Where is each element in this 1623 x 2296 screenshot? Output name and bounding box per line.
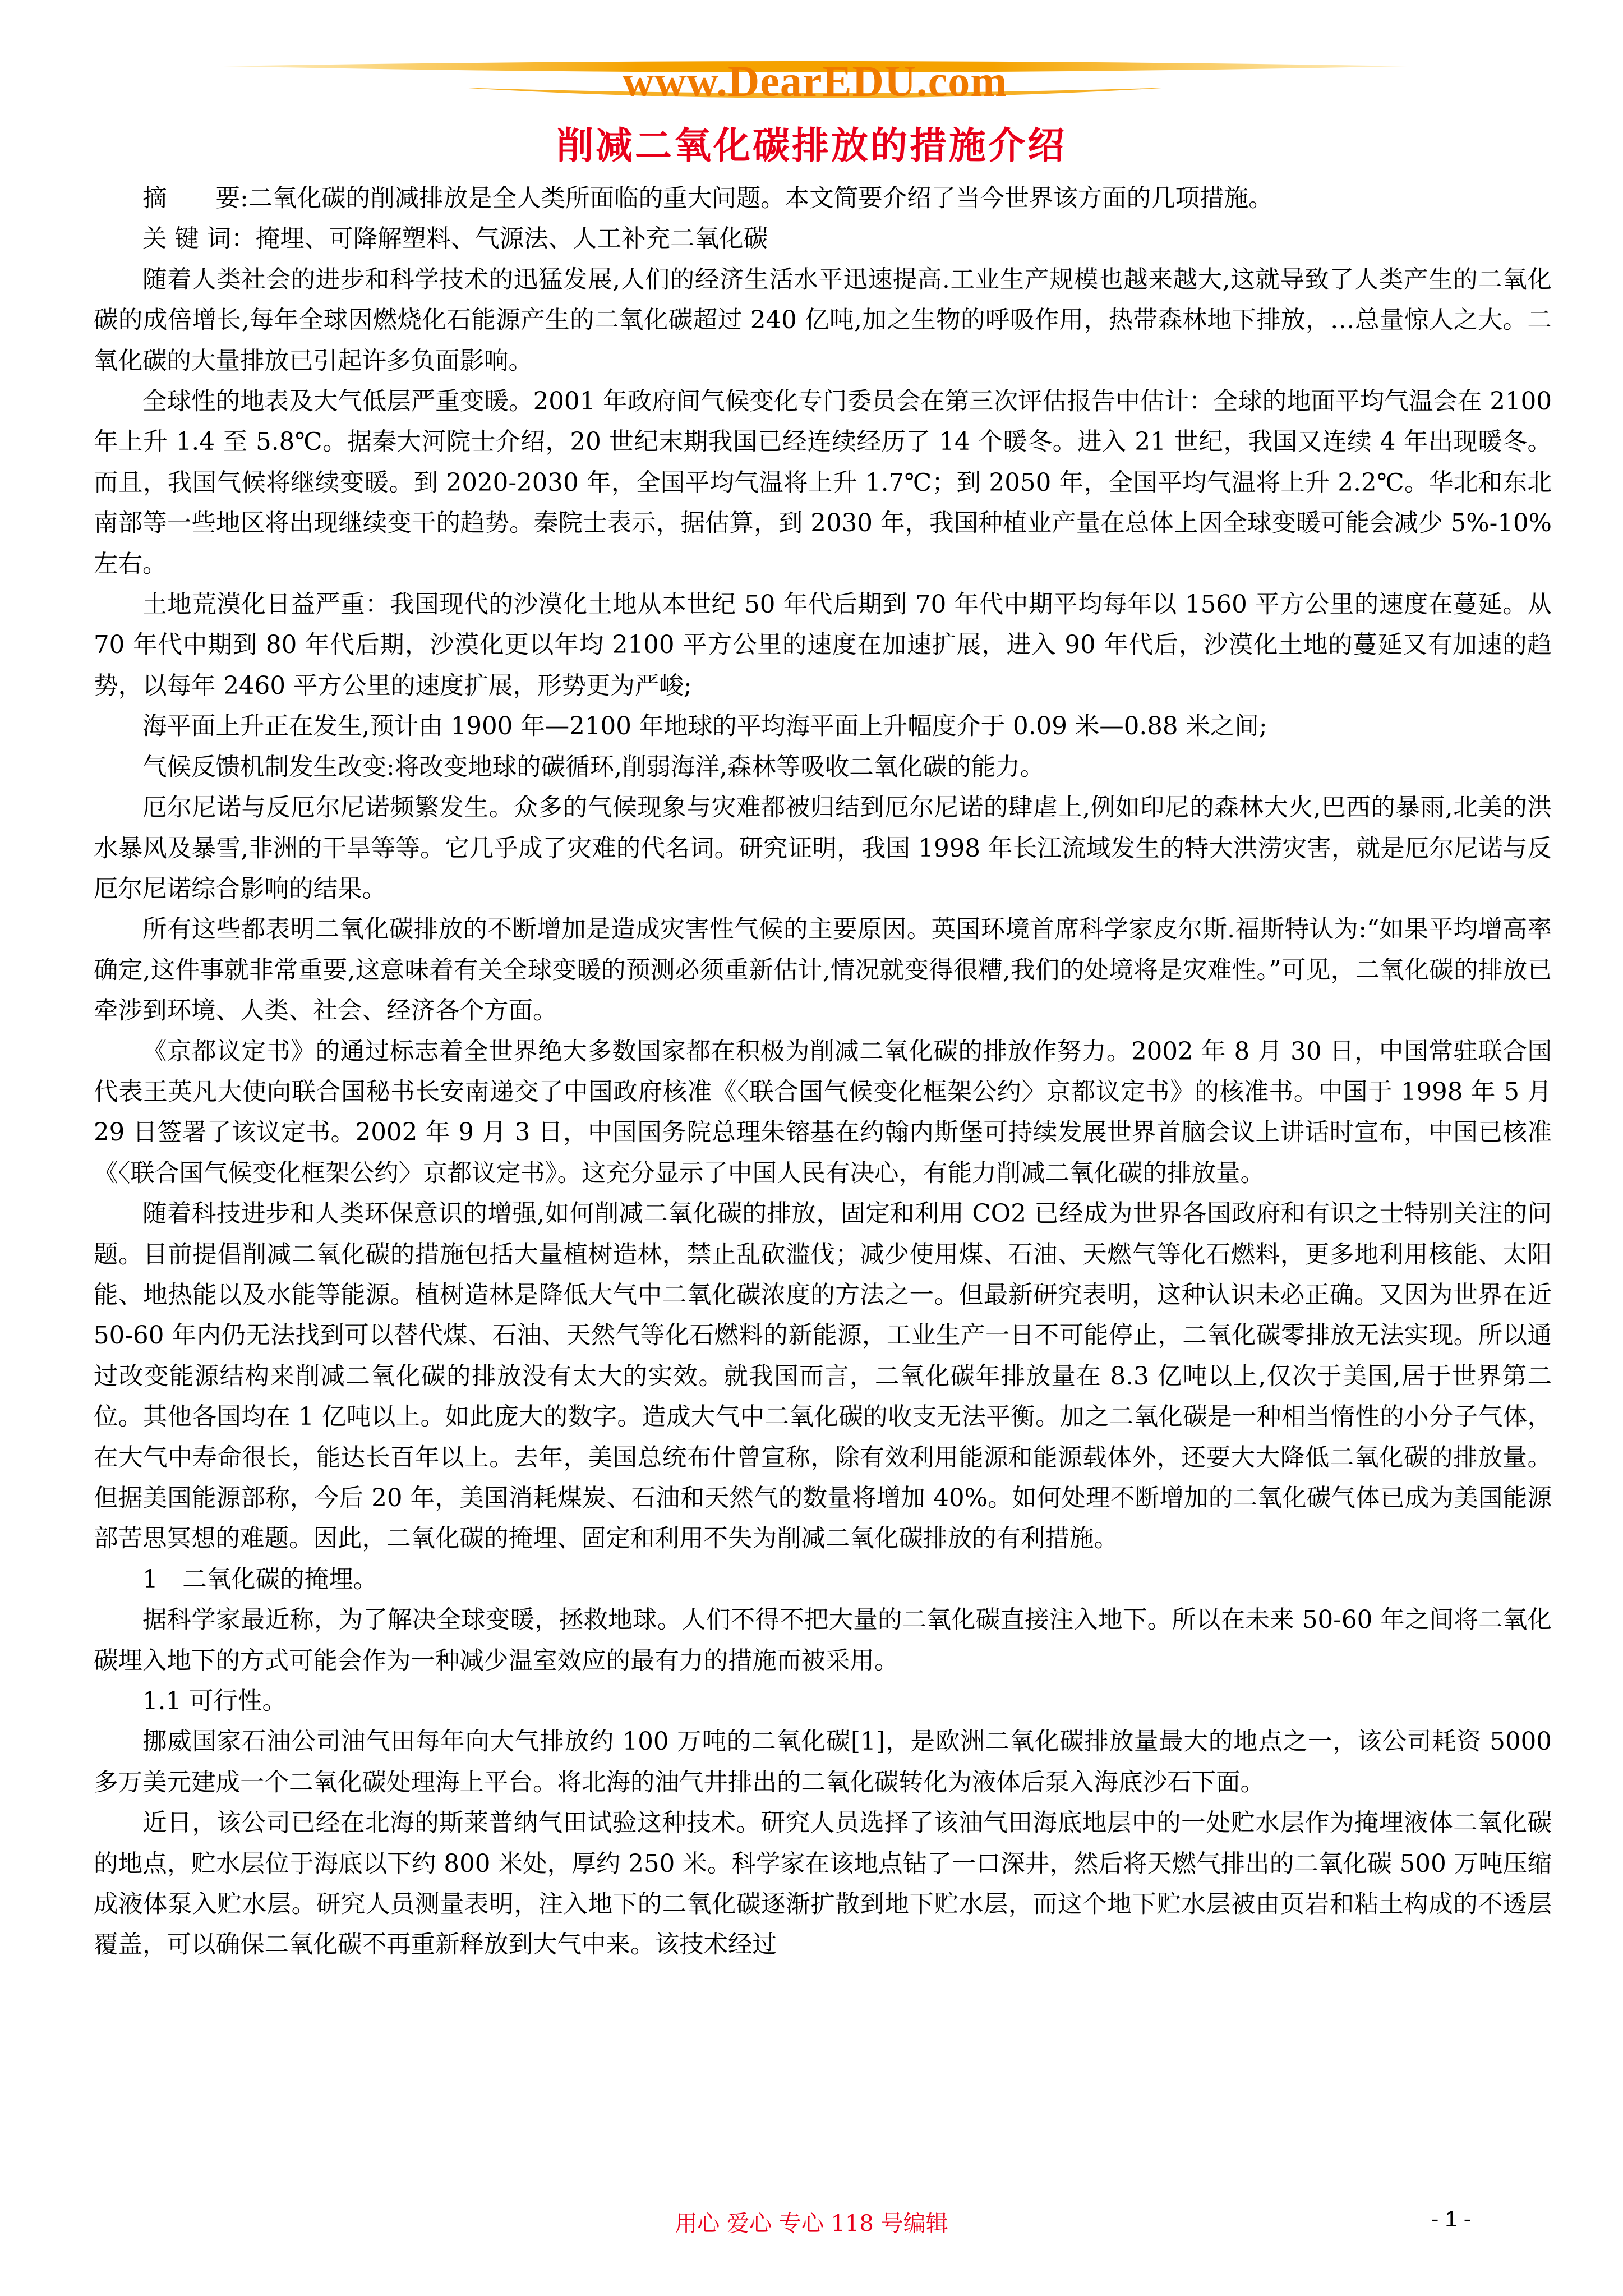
section-heading: 1 二氧化碳的掩埋。 <box>142 1565 378 1594</box>
body-paragraph: 随着人类社会的进步和科学技术的迅猛发展,人们的经济生活水平迅速提高.工业生产规模也越来越大,这就导致了人类产生的二氧化碳的成倍增长,每年全球因燃烧化石能源产生的二氧化碳超过 240 亿吨,加之生物的呼吸作用，热带森林地下排放，…总量惊人之大。二氧化碳的大量排放已引起许多负面影响。 <box>94 265 1552 375</box>
body-paragraph: 据科学家最近称，为了解决全球变暖，拯救地球。人们不得不把大量的二氧化碳直接注入地下。所以在未来 50-60 年之间将二氧化碳埋入地下的方式可能会作为一种减少温室效应的最有力的措施而被采用。 <box>94 1606 1552 1675</box>
abstract-text: 二氧化碳的削减排放是全人类所面临的重大问题。本文简要介绍了当今世界该方面的几项措施。 <box>248 185 1273 213</box>
body-paragraph: 《京都议定书》的通过标志着全世界绝大多数国家都在积极为削减二氧化碳的排放作努力。2002 年 8 月 30 日，中国常驻联合国代表王英凡大使向联合国秘书长安南递交了中国政府核准《〈联合国气候变化框架公约〉京都议定书》的核准书。中国于 1998 年 5 月 29 日签署了该议定书。2002 年 9 月 3 日，中国国务院总理朱镕基在约翰内斯堡可持续发展世界首脑会议上讲话时宣布，中国已核准《〈联合国气候变化框架公约〉京都议定书》。这充分显示了中国人民有决心，有能力削减二氧化碳的排放量。 <box>94 1037 1552 1188</box>
body-paragraph: 挪威国家石油公司油气田每年向大气排放约 100 万吨的二氧化碳[1]，是欧洲二氧化碳排放量最大的地点之一，该公司耗资 5000 多万美元建成一个二氧化碳处理海上平台。将北海的油气井排出的二氧化碳转化为液体后泵入海底沙石下面。 <box>94 1728 1552 1797</box>
body-paragraph: 厄尔尼诺与反厄尔尼诺频繁发生。众多的气候现象与灾难都被归结到厄尔尼诺的肆虐上,例如印尼的森林大火,巴西的暴雨,北美的洪水暴风及暴雪,非洲的干旱等等。它几乎成了灾难的代名词。研究证明，我国 1998 年长江流域发生的特大洪涝灾害，就是厄尔尼诺与反厄尔尼诺综合影响的结果。 <box>94 794 1552 903</box>
keywords-text: 掩埋、可降解塑料、气源法、人工补充二氧化碳 <box>255 225 768 254</box>
document-body <box>94 178 1552 1966</box>
site-banner <box>223 54 1407 116</box>
body-paragraph: 海平面上升正在发生,预计由 1900 年—2100 年地球的平均海平面上升幅度介于 0.09 米—0.88 米之间; <box>142 712 1267 741</box>
abstract-line <box>94 178 1552 219</box>
body-paragraph: 气候反馈机制发生改变:将改变地球的碳循环,削弱海洋,森林等吸收二氧化碳的能力。 <box>142 753 1045 781</box>
body-paragraph: 土地荒漠化日益严重：我国现代的沙漠化土地从本世纪 50 年代后期到 70 年代中期平均每年以 1560 平方公里的速度在蔓延。从 70 年代中期到 80 年代后期，沙漠化更以年均 2100 平方公里的速度在加速扩展，进入 90 年代后，沙漠化土地的蔓延又有加速的趋势，以每年 2460 平方公里的速度扩展，形势更为严峻; <box>94 591 1552 700</box>
abstract-label: 摘 要: <box>142 185 248 213</box>
keywords-line <box>94 219 1552 259</box>
footer-slogan: 用心 爱心 专心 118 号编辑 <box>675 2211 948 2237</box>
document-title: 削减二氧化碳排放的措施介绍 <box>556 123 1067 167</box>
site-brand-logo: www.DearEDU.com <box>622 57 1008 105</box>
page-number: - 1 - <box>1431 2207 1472 2231</box>
body-paragraph: 所有这些都表明二氧化碳排放的不断增加是造成灾害性气候的主要原因。英国环境首席科学家皮尔斯.福斯特认为:“如果平均增高率确定,这件事就非常重要,这意味着有关全球变暖的预测必须重新估计,情况就变得很糟,我们的处境将是灾难性。”可见，二氧化碳的排放已牵涉到环境、人类、社会、经济各个方面。 <box>94 915 1552 1025</box>
body-paragraph: 近日，该公司已经在北海的斯莱普纳气田试验这种技术。研究人员选择了该油气田海底地层中的一处贮水层作为掩埋液体二氧化碳的地点，贮水层位于海底以下约 800 米处，厚约 250 米。科学家在该地点钻了一口深井，然后将天燃气排出的二氧化碳 500 万吨压缩成液体泵入贮水层。研究人员测量表明，注入地下的二氧化碳逐渐扩散到地下贮水层，而这个地下贮水层被由页岩和粘土构成的不透层覆盖，可以确保二氧化碳不再重新释放到大气中来。该技术经过 <box>94 1809 1552 1959</box>
keywords-label: 关 键 词： <box>142 225 256 254</box>
body-paragraph: 随着科技进步和人类环保意识的增强,如何削减二氧化碳的排放，固定和利用 CO2 已经成为世界各国政府和有识之士特别关注的问题。目前提倡削减二氧化碳的措施包括大量植树造林，禁止乱砍滥伐；减少使用煤、石油、天燃气等化石燃料，更多地利用核能、太阳能、地热能以及水能等能源。植树造林是降低大气中二氧化碳浓度的方法之一。但最新研究表明，这种认识未必正确。又因为世界在近 50-60 年内仍无法找到可以替代煤、石油、天然气等化石燃料的新能源，工业生产一日不可能停止，二氧化碳零排放无法实现。所以通过改变能源结构来削减二氧化碳的排放没有太大的实效。就我国而言，二氧化碳年排放量在 8.3 亿吨以上,仅次于美国,居于世界第二位。其他各国均在 1 亿吨以上。如此庞大的数字。造成大气中二氧化碳的收支无法平衡。加之二氧化碳是一种相当惰性的小分子气体，在大气中寿命很长，能达长百年以上。去年，美国总统布什曾宣称，除有效利用能源和能源载体外，还要大大降低二氧化碳的排放量。但据美国能源部称，今后 20 年，美国消耗煤炭、石油和天然气的数量将增加 40%。如何处理不断增加的二氧化碳气体已成为美国能源部苦思冥想的难题。因此，二氧化碳的掩埋、固定和利用不失为削减二氧化碳排放的有利措施。 <box>94 1200 1552 1553</box>
subsection-heading: 1.1 可行性。 <box>142 1687 287 1716</box>
body-paragraph: 全球性的地表及大气低层严重变暖。2001 年政府间气候变化专门委员会在第三次评估报告中估计：全球的地面平均气温会在 2100 年上升 1.4 至 5.8℃。据秦大河院士介绍，20 世纪末期我国已经连续经历了 14 个暖冬。进入 21 世纪，我国又连续 4 年出现暖冬。而且，我国气候将继续变暖。到 2020-2030 年，全国平均气温将上升 1.7℃；到 2050 年，全国平均气温将上升 2.2℃。华北和东北南部等一些地区将出现继续变干的趋势。秦院士表示，据估算，到 2030 年，我国种植业产量在总体上因全球变暖可能会减少 5%-10%左右。 <box>94 388 1552 578</box>
